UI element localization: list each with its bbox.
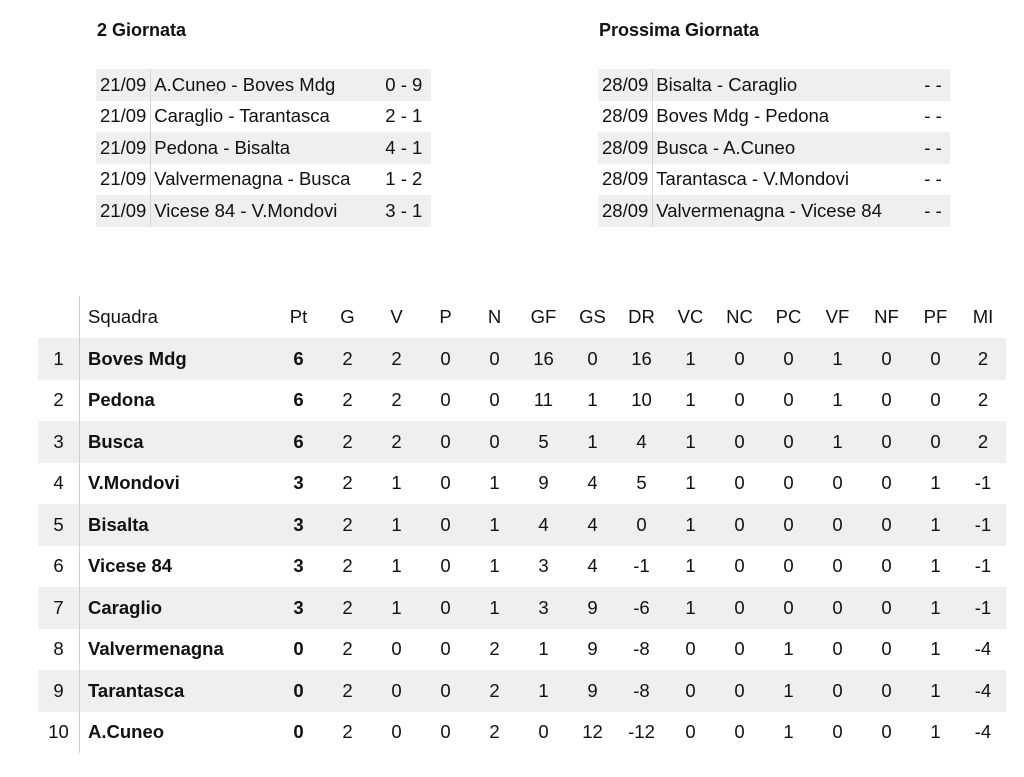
- match-score: 0 - 9: [377, 69, 431, 101]
- match-row: [598, 69, 950, 101]
- cell-vc: 1: [666, 546, 715, 588]
- standings-table: [38, 296, 1006, 753]
- cell-pc: 0: [764, 504, 813, 546]
- cell-gs: 4: [568, 463, 617, 505]
- cell-p: 0: [421, 546, 470, 588]
- match-score: 3 - 1: [377, 195, 431, 227]
- match-date: 28/09: [598, 132, 653, 164]
- column-header-mi: MI: [960, 296, 1006, 338]
- cell-dr: -12: [617, 712, 666, 754]
- cell-vf: 0: [813, 463, 862, 505]
- cell-p: 0: [421, 421, 470, 463]
- cell-gs: 4: [568, 504, 617, 546]
- cell-g: 2: [323, 712, 372, 754]
- column-header-vf: VF: [813, 296, 862, 338]
- cell-nf: 0: [862, 380, 911, 422]
- cell-pc: 0: [764, 380, 813, 422]
- cell-rank: 9: [38, 670, 80, 712]
- cell-g: 2: [323, 338, 372, 380]
- cell-v: 0: [372, 629, 421, 671]
- last-round-title: 2 Giornata: [97, 20, 187, 40]
- cell-gs: 9: [568, 587, 617, 629]
- cell-dr: -8: [617, 670, 666, 712]
- cell-vf: 0: [813, 670, 862, 712]
- cell-g: 2: [323, 546, 372, 588]
- cell-gf: 1: [519, 629, 568, 671]
- cell-dr: 16: [617, 338, 666, 380]
- cell-g: 2: [323, 421, 372, 463]
- cell-vc: 1: [666, 504, 715, 546]
- cell-dr: 10: [617, 380, 666, 422]
- cell-mi: -1: [960, 463, 1006, 505]
- cell-gf: 5: [519, 421, 568, 463]
- cell-team: Valvermenagna: [80, 629, 274, 671]
- cell-nf: 0: [862, 338, 911, 380]
- cell-n: 2: [470, 670, 519, 712]
- cell-team: Pedona: [80, 380, 274, 422]
- cell-pc: 0: [764, 338, 813, 380]
- cell-rank: 6: [38, 546, 80, 588]
- column-header-p: P: [421, 296, 470, 338]
- cell-gf: 3: [519, 587, 568, 629]
- column-header-g: G: [323, 296, 372, 338]
- cell-pf: 1: [911, 546, 960, 588]
- cell-vc: 1: [666, 587, 715, 629]
- match-teams: A.Cuneo - Boves Mdg: [151, 69, 377, 101]
- cell-vf: 1: [813, 421, 862, 463]
- match-date: 28/09: [598, 164, 653, 196]
- cell-nf: 0: [862, 504, 911, 546]
- match-score: - -: [916, 195, 950, 227]
- next-round-title: Prossima Giornata: [599, 20, 760, 40]
- cell-team: Vicese 84: [80, 546, 274, 588]
- match-score: 1 - 2: [377, 164, 431, 196]
- cell-pf: 1: [911, 670, 960, 712]
- cell-nc: 0: [715, 546, 764, 588]
- cell-pc: 0: [764, 421, 813, 463]
- column-header-rank: [38, 296, 80, 338]
- cell-n: 1: [470, 463, 519, 505]
- cell-nc: 0: [715, 463, 764, 505]
- column-header-v: V: [372, 296, 421, 338]
- cell-pt: 3: [274, 587, 323, 629]
- standings-row: [38, 629, 1006, 671]
- cell-mi: -4: [960, 670, 1006, 712]
- cell-pt: 0: [274, 712, 323, 754]
- cell-p: 0: [421, 587, 470, 629]
- match-row: [96, 164, 431, 196]
- match-score: 4 - 1: [377, 132, 431, 164]
- column-header-pc: PC: [764, 296, 813, 338]
- cell-nc: 0: [715, 338, 764, 380]
- column-header-pf: PF: [911, 296, 960, 338]
- cell-gs: 0: [568, 338, 617, 380]
- cell-vf: 1: [813, 338, 862, 380]
- cell-gf: 4: [519, 504, 568, 546]
- column-header-gf: GF: [519, 296, 568, 338]
- cell-rank: 1: [38, 338, 80, 380]
- cell-pf: 1: [911, 629, 960, 671]
- match-date: 28/09: [598, 101, 653, 133]
- cell-pf: 0: [911, 421, 960, 463]
- cell-team: Tarantasca: [80, 670, 274, 712]
- cell-vc: 0: [666, 670, 715, 712]
- column-header-team: Squadra: [80, 296, 274, 338]
- cell-rank: 4: [38, 463, 80, 505]
- cell-team: A.Cuneo: [80, 712, 274, 754]
- cell-dr: 4: [617, 421, 666, 463]
- standings-header: [38, 296, 1006, 338]
- cell-v: 1: [372, 587, 421, 629]
- match-row: [96, 101, 431, 133]
- cell-pf: 1: [911, 504, 960, 546]
- match-row: [598, 164, 950, 196]
- match-score: - -: [916, 164, 950, 196]
- cell-pt: 3: [274, 504, 323, 546]
- cell-mi: 2: [960, 421, 1006, 463]
- cell-p: 0: [421, 504, 470, 546]
- cell-n: 1: [470, 587, 519, 629]
- cell-pc: 1: [764, 629, 813, 671]
- cell-g: 2: [323, 587, 372, 629]
- match-row: [598, 101, 950, 133]
- cell-v: 0: [372, 712, 421, 754]
- match-row: [598, 195, 950, 227]
- cell-dr: -8: [617, 629, 666, 671]
- cell-pf: 1: [911, 463, 960, 505]
- cell-v: 1: [372, 504, 421, 546]
- cell-pc: 1: [764, 670, 813, 712]
- cell-nc: 0: [715, 712, 764, 754]
- standings-row: [38, 670, 1006, 712]
- match-date: 21/09: [96, 164, 151, 196]
- cell-nc: 0: [715, 670, 764, 712]
- cell-pf: 0: [911, 338, 960, 380]
- cell-dr: 5: [617, 463, 666, 505]
- cell-vc: 1: [666, 380, 715, 422]
- cell-rank: 5: [38, 504, 80, 546]
- cell-mi: -4: [960, 712, 1006, 754]
- cell-mi: -1: [960, 546, 1006, 588]
- column-header-gs: GS: [568, 296, 617, 338]
- match-row: [96, 132, 431, 164]
- cell-mi: -1: [960, 504, 1006, 546]
- match-score: - -: [916, 101, 950, 133]
- cell-nf: 0: [862, 712, 911, 754]
- cell-p: 0: [421, 670, 470, 712]
- cell-pt: 6: [274, 338, 323, 380]
- match-teams: Vicese 84 - V.Mondovi: [151, 195, 377, 227]
- cell-vc: 1: [666, 463, 715, 505]
- cell-gf: 11: [519, 380, 568, 422]
- cell-gf: 1: [519, 670, 568, 712]
- cell-gs: 12: [568, 712, 617, 754]
- cell-n: 0: [470, 421, 519, 463]
- cell-pt: 3: [274, 546, 323, 588]
- match-row: [96, 69, 431, 101]
- cell-vf: 0: [813, 546, 862, 588]
- last-round-results-table: [96, 69, 431, 227]
- match-teams: Caraglio - Tarantasca: [151, 101, 377, 133]
- cell-p: 0: [421, 712, 470, 754]
- cell-vc: 1: [666, 338, 715, 380]
- match-teams: Boves Mdg - Pedona: [653, 101, 916, 133]
- column-header-pt: Pt: [274, 296, 323, 338]
- match-teams: Busca - A.Cuneo: [653, 132, 916, 164]
- cell-n: 1: [470, 504, 519, 546]
- cell-pc: 1: [764, 712, 813, 754]
- cell-g: 2: [323, 670, 372, 712]
- match-date: 28/09: [598, 69, 653, 101]
- cell-nc: 0: [715, 504, 764, 546]
- cell-pt: 3: [274, 463, 323, 505]
- match-date: 21/09: [96, 132, 151, 164]
- standings-row: [38, 380, 1006, 422]
- cell-gs: 1: [568, 380, 617, 422]
- cell-gs: 4: [568, 546, 617, 588]
- cell-pt: 0: [274, 629, 323, 671]
- cell-rank: 7: [38, 587, 80, 629]
- cell-pf: 0: [911, 380, 960, 422]
- cell-gs: 1: [568, 421, 617, 463]
- cell-pc: 0: [764, 587, 813, 629]
- cell-mi: -4: [960, 629, 1006, 671]
- cell-n: 0: [470, 380, 519, 422]
- cell-nf: 0: [862, 546, 911, 588]
- cell-p: 0: [421, 629, 470, 671]
- cell-g: 2: [323, 380, 372, 422]
- standings-row: [38, 463, 1006, 505]
- cell-rank: 2: [38, 380, 80, 422]
- match-teams: Bisalta - Caraglio: [653, 69, 916, 101]
- cell-nf: 0: [862, 587, 911, 629]
- cell-pc: 0: [764, 546, 813, 588]
- cell-gf: 0: [519, 712, 568, 754]
- cell-vf: 1: [813, 380, 862, 422]
- cell-nf: 0: [862, 421, 911, 463]
- cell-g: 2: [323, 629, 372, 671]
- cell-v: 2: [372, 338, 421, 380]
- cell-pf: 1: [911, 712, 960, 754]
- cell-vf: 0: [813, 712, 862, 754]
- cell-team: V.Mondovi: [80, 463, 274, 505]
- column-header-nc: NC: [715, 296, 764, 338]
- cell-rank: 10: [38, 712, 80, 754]
- cell-gs: 9: [568, 629, 617, 671]
- cell-rank: 8: [38, 629, 80, 671]
- cell-nc: 0: [715, 587, 764, 629]
- cell-pf: 1: [911, 587, 960, 629]
- cell-mi: 2: [960, 380, 1006, 422]
- cell-v: 2: [372, 380, 421, 422]
- cell-team: Boves Mdg: [80, 338, 274, 380]
- cell-p: 0: [421, 338, 470, 380]
- match-date: 21/09: [96, 69, 151, 101]
- cell-v: 0: [372, 670, 421, 712]
- match-score: - -: [916, 132, 950, 164]
- match-date: 28/09: [598, 195, 653, 227]
- match-date: 21/09: [96, 101, 151, 133]
- cell-dr: -1: [617, 546, 666, 588]
- standings-row: [38, 712, 1006, 754]
- match-date: 21/09: [96, 195, 151, 227]
- cell-v: 2: [372, 421, 421, 463]
- last-round-matches: [96, 69, 431, 227]
- cell-vc: 0: [666, 712, 715, 754]
- next-round-matches: [598, 69, 950, 227]
- match-teams: Tarantasca - V.Mondovi: [653, 164, 916, 196]
- cell-nc: 0: [715, 380, 764, 422]
- cell-vf: 0: [813, 504, 862, 546]
- standings-row: [38, 421, 1006, 463]
- column-header-n: N: [470, 296, 519, 338]
- cell-gf: 16: [519, 338, 568, 380]
- standings-header-row: [38, 296, 1006, 338]
- cell-n: 1: [470, 546, 519, 588]
- cell-team: Bisalta: [80, 504, 274, 546]
- cell-gf: 3: [519, 546, 568, 588]
- column-header-nf: NF: [862, 296, 911, 338]
- cell-gf: 9: [519, 463, 568, 505]
- cell-nf: 0: [862, 463, 911, 505]
- cell-dr: 0: [617, 504, 666, 546]
- column-header-dr: DR: [617, 296, 666, 338]
- cell-dr: -6: [617, 587, 666, 629]
- cell-nf: 0: [862, 629, 911, 671]
- match-score: - -: [916, 69, 950, 101]
- cell-p: 0: [421, 463, 470, 505]
- cell-pt: 6: [274, 421, 323, 463]
- cell-rank: 3: [38, 421, 80, 463]
- cell-pt: 6: [274, 380, 323, 422]
- match-teams: Valvermenagna - Vicese 84: [653, 195, 916, 227]
- cell-vf: 0: [813, 587, 862, 629]
- cell-v: 1: [372, 463, 421, 505]
- standings-row: [38, 338, 1006, 380]
- cell-g: 2: [323, 463, 372, 505]
- cell-pt: 0: [274, 670, 323, 712]
- cell-mi: -1: [960, 587, 1006, 629]
- cell-team: Caraglio: [80, 587, 274, 629]
- standings-row: [38, 504, 1006, 546]
- match-row: [96, 195, 431, 227]
- match-score: 2 - 1: [377, 101, 431, 133]
- standings-rows: [38, 338, 1006, 753]
- cell-nc: 0: [715, 629, 764, 671]
- match-teams: Pedona - Bisalta: [151, 132, 377, 164]
- cell-g: 2: [323, 504, 372, 546]
- column-header-vc: VC: [666, 296, 715, 338]
- cell-vc: 1: [666, 421, 715, 463]
- match-row: [598, 132, 950, 164]
- next-round-fixtures-table: [598, 69, 950, 227]
- standings-row: [38, 587, 1006, 629]
- cell-mi: 2: [960, 338, 1006, 380]
- cell-v: 1: [372, 546, 421, 588]
- standings-row: [38, 546, 1006, 588]
- cell-gs: 9: [568, 670, 617, 712]
- cell-vc: 0: [666, 629, 715, 671]
- cell-vf: 0: [813, 629, 862, 671]
- cell-p: 0: [421, 380, 470, 422]
- cell-nc: 0: [715, 421, 764, 463]
- cell-n: 2: [470, 629, 519, 671]
- cell-team: Busca: [80, 421, 274, 463]
- cell-n: 0: [470, 338, 519, 380]
- match-teams: Valvermenagna - Busca: [151, 164, 377, 196]
- cell-n: 2: [470, 712, 519, 754]
- cell-pc: 0: [764, 463, 813, 505]
- cell-nf: 0: [862, 670, 911, 712]
